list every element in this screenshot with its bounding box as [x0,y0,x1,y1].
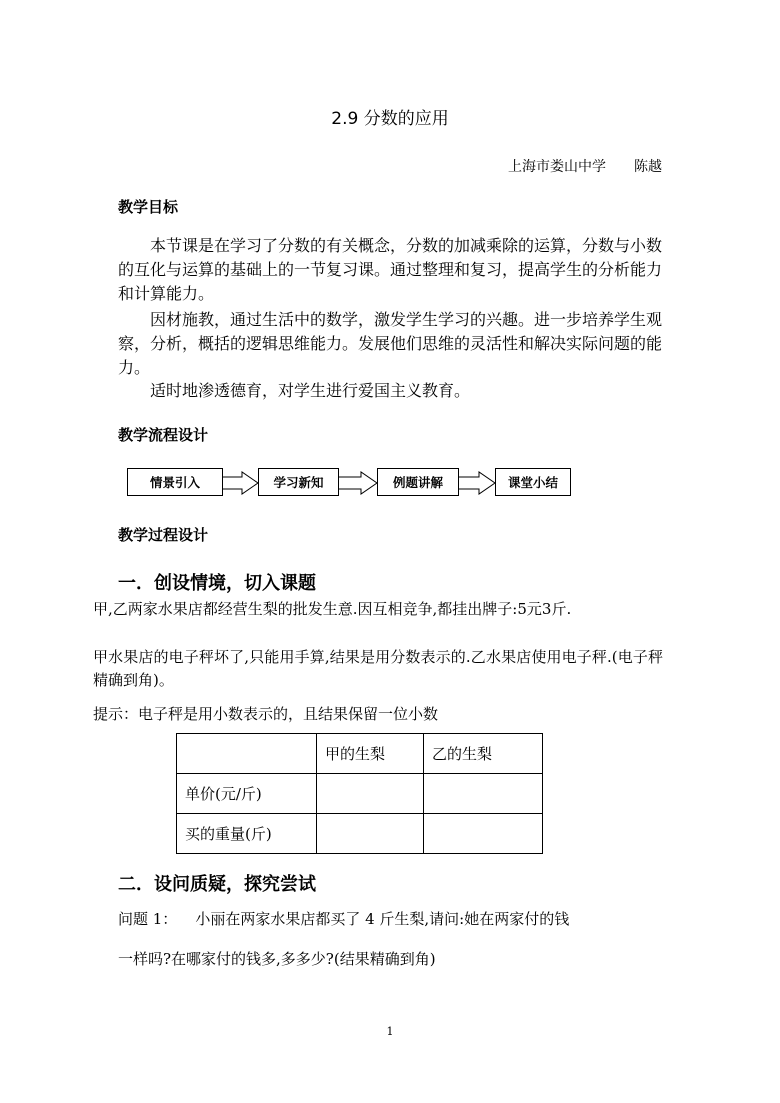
flowchart [127,468,587,498]
section-2-heading: 二．设问质疑，探究尝试 [118,874,316,895]
flow-step-2: 学习新知 [258,468,339,496]
page-title: 2.9 分数的应用 [331,109,449,129]
table-header-cell [177,734,317,774]
table-cell [424,814,543,854]
goals-heading: 教学目标 [118,198,179,216]
section-1-heading: 一．创设情境，切入课题 [118,573,316,594]
table-cell [317,774,424,814]
author-line: 上海市娄山中学 陈越 [508,159,662,175]
table-header-row [177,734,543,774]
section-1-line-1: 甲,乙两家水果店都经营生梨的批发生意.因互相竞争,都挂出牌子:5元3斤. [93,600,572,618]
section-1-line-2: 甲水果店的电子秤坏了,只能用手算,结果是用分数表示的.乙水果店使用电子秤.(电子秤精确到角)。 [93,648,663,689]
question-label: 问题 1： [118,910,178,928]
goals-paragraph-1: 本节课是在学习了分数的有关概念，分数的加减乘除的运算，分数与小数的互化与运算的基础上的一节复习课。通过整理和复习，提高学生的分析能力和计算能力。 [118,236,663,303]
flow-step-3: 例题讲解 [377,468,459,496]
table-row [177,774,543,814]
page-number: 1 [386,1025,394,1038]
question-1-line-2: 一样吗?在哪家付的钱多,多多少?(结果精确到角) [118,950,436,968]
question-1-line-1 [118,908,662,929]
table-row-label: 买的重量(斤) [177,814,317,854]
table-cell [424,774,543,814]
table-cell [317,814,424,854]
process-heading: 教学过程设计 [118,526,209,544]
hint-text: 提示：电子秤是用小数表示的，且结果保留一位小数 [93,705,439,723]
table-row [177,814,543,854]
flow-step-1: 情景引入 [127,468,223,496]
price-table [176,733,543,854]
table-row-label: 单价(元/斤) [177,774,317,814]
goals-paragraph-2: 因材施教，通过生活中的数学，激发学生学习的兴趣。进一步培养学生观察，分析，概括的逻辑思维能力。发展他们思维的灵活性和解决实际问题的能力。 [118,310,663,377]
goals-paragraph-3: 适时地渗透德育，对学生进行爱国主义教育。 [150,381,471,400]
flow-step-4: 课堂小结 [495,468,571,496]
table-header-cell: 甲的生梨 [317,734,424,774]
flow-heading: 教学流程设计 [118,426,209,444]
question-text: 小丽在两家水果店都买了 4 斤生梨,请问:她在两家付的钱 [195,910,570,928]
table-header-cell: 乙的生梨 [424,734,543,774]
